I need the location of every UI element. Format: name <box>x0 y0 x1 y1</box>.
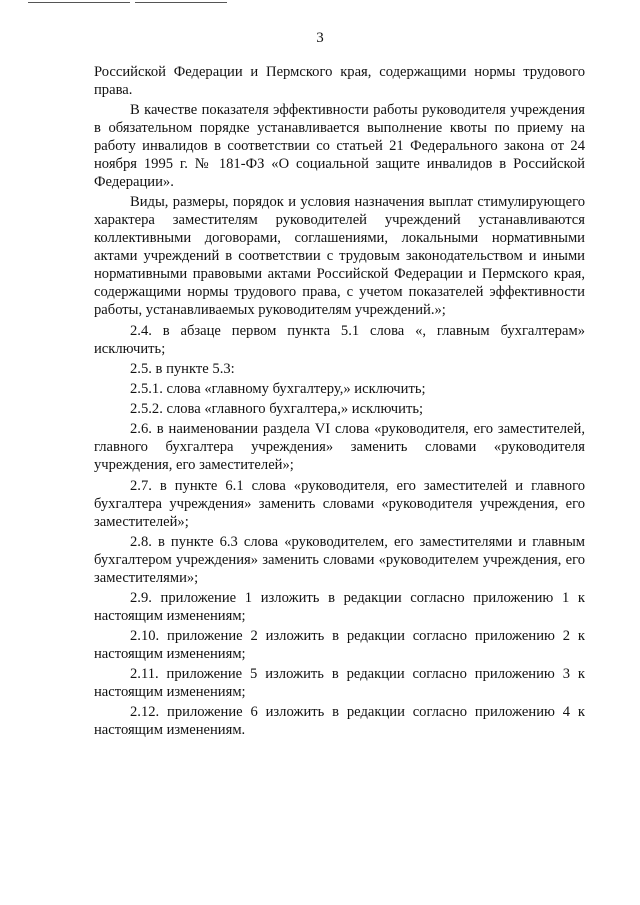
paragraph: 2.4. в абзаце первом пункта 5.1 слова «, главным бухгалтерам» исключить; <box>94 322 585 357</box>
paragraph: 2.8. в пункте 6.3 слова «руководителем, его заместителями и главным бухгалтером учреждения» заменить словами «руководителем учреждения, его заместителями»; <box>94 533 585 586</box>
header-rule <box>28 2 130 3</box>
paragraph: 2.9. приложение 1 изложить в редакции согласно приложению 1 к настоящим изменениям; <box>94 589 585 624</box>
paragraph: В качестве показателя эффективности работы руководителя учреждения в обязательном порядке устанавливается выполнение квоты по приему на работу инвалидов в соответствии со статьей 21 Федерального закона от 24 ноября 1995 г. № 181-ФЗ «О социальной защите инвалидов в Российской Федерации». <box>94 102 585 191</box>
document-body <box>94 63 585 742</box>
page-number: 3 <box>316 30 324 46</box>
paragraph: Виды, размеры, порядок и условия назначения выплат стимулирующего характера заместителям руководителей учреждений устанавливаются коллективными договорами, соглашениями, локальными нормативными актами учреждений в соответствии с трудовым законодательством и иными нормативными правовыми актами Российской Федерации и Пермского края, содержащими нормы трудового права, с учетом показателей эффективности работы, устанавливаемых руководителям учреждений.»; <box>94 194 585 319</box>
paragraph: 2.5. в пункте 5.3: <box>130 360 235 377</box>
paragraph: 2.5.1. слова «главному бухгалтеру,» исключить; <box>130 380 426 397</box>
paragraph: Российской Федерации и Пермского края, содержащими нормы трудового права. <box>94 64 585 98</box>
paragraph: 2.12. приложение 6 изложить в редакции согласно приложению 4 к настоящим изменениям. <box>94 704 585 739</box>
paragraph: 2.10. приложение 2 изложить в редакции согласно приложению 2 к настоящим изменениям; <box>94 628 585 663</box>
paragraph: 2.7. в пункте 6.1 слова «руководителя, его заместителей и главного бухгалтера учреждения» заменить словами «руководителя учреждения, его заместителей»; <box>94 477 585 530</box>
paragraph: 2.11. приложение 5 изложить в редакции согласно приложению 3 к настоящим изменениям; <box>94 666 585 701</box>
header-rule <box>135 2 227 3</box>
paragraph: 2.5.2. слова «главного бухгалтера,» исключить; <box>130 401 424 418</box>
paragraph: 2.6. в наименовании раздела VI слова «руководителя, его заместителей, главного бухгалтера учреждения» заменить словами «руководителя учреждения, его заместителей»; <box>94 421 585 474</box>
